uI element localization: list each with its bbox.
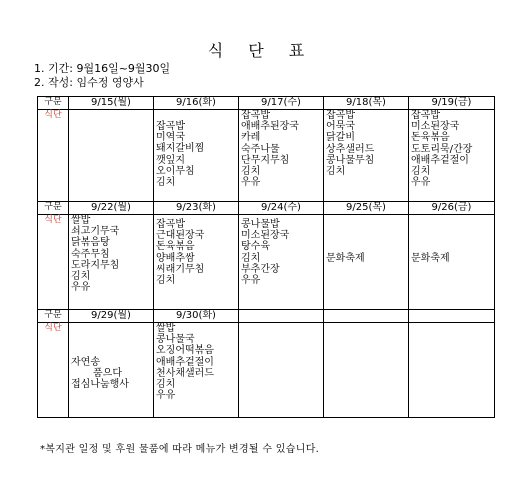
- menu-item: 쌀밥: [71, 215, 91, 226]
- menu-item: 오징어떡볶음: [156, 345, 214, 357]
- menu-item: [326, 219, 406, 230]
- menu-item: 접심나눔행사: [71, 379, 129, 391]
- date-cell: 9/29(월): [69, 310, 154, 323]
- menu-cell: [154, 323, 239, 418]
- menu-item: [326, 241, 406, 252]
- menu-item: 도토리묵/간장: [411, 143, 473, 155]
- menu-cell: [154, 215, 239, 310]
- menu-table: [37, 96, 495, 418]
- date-cell: 9/26(금): [409, 202, 495, 215]
- menu-cell: [69, 110, 154, 202]
- menu-item: 김치: [156, 275, 176, 287]
- date-cell: [239, 310, 324, 323]
- date-cell: 9/23(화): [154, 202, 239, 215]
- menu-item: 부추간장: [241, 263, 280, 275]
- week-1-menu-row: [38, 110, 495, 202]
- date-cell: [409, 310, 495, 323]
- menu-cell: [324, 110, 409, 202]
- menu-item: 우유: [71, 282, 91, 294]
- menu-item: 돼지갈비찜: [156, 143, 205, 155]
- page-title: 식 단 표: [207, 41, 315, 60]
- author-info: 2. 작성: 임수정 영양사: [34, 76, 144, 89]
- menu-item: 콩나물무침: [326, 154, 375, 166]
- menu-item: [71, 334, 151, 345]
- menu-item: 카레: [241, 132, 261, 144]
- menu-item: [411, 230, 492, 241]
- row-label-header: 구분: [38, 97, 69, 110]
- menu-item: 우유: [156, 390, 176, 402]
- menu-item: 미역국: [156, 132, 185, 144]
- date-cell: 9/25(목): [324, 202, 409, 215]
- menu-item: 미소된장국: [411, 121, 460, 133]
- menu-item: 씨래기무침: [156, 263, 205, 275]
- menu-item: 숙주무침: [71, 248, 110, 260]
- menu-item: 잡곡밥: [326, 110, 355, 121]
- menu-item: [411, 219, 492, 230]
- menu-item: 우유: [241, 275, 261, 287]
- menu-item: 쇠고기무국: [71, 226, 120, 238]
- menu-item: 천사채샐러드: [156, 367, 214, 379]
- menu-item: 근대된장국: [156, 230, 205, 242]
- week-1-header-row: [38, 97, 495, 110]
- week-3-menu-row: [38, 323, 495, 418]
- week-2-menu-row: [38, 215, 495, 310]
- row-label-meal: 식단: [38, 110, 69, 202]
- menu-item: 김치: [411, 166, 431, 178]
- date-cell: 9/24(수): [239, 202, 324, 215]
- menu-item: 애배추된장국: [241, 121, 299, 133]
- row-label-meal: 식단: [38, 323, 69, 418]
- menu-item: 김치: [326, 166, 346, 178]
- menu-item: 우유: [241, 177, 261, 189]
- period-info: 1. 기간: 9월16일~9월30일: [34, 62, 171, 75]
- menu-item: 콩나물밥: [241, 219, 280, 230]
- menu-item: 도라지무침: [71, 259, 120, 271]
- row-label-header: 구분: [38, 202, 69, 215]
- menu-item: 깻잎지: [156, 154, 185, 166]
- menu-item: 품으다: [93, 367, 122, 379]
- menu-item: 어묵국: [326, 121, 355, 133]
- menu-item: 단무지무침: [241, 154, 290, 166]
- menu-item: 콩나물국: [156, 334, 195, 346]
- menu-item: 양배추쌈: [156, 252, 195, 264]
- row-label-header: 구분: [38, 310, 69, 323]
- menu-item: [326, 230, 406, 241]
- menu-cell: [409, 110, 495, 202]
- menu-item: 애배추겉절이: [411, 154, 469, 166]
- menu-item: 잡곡밥: [241, 110, 270, 121]
- date-cell: 9/22(월): [69, 202, 154, 215]
- menu-item: 오이무침: [156, 165, 195, 177]
- menu-item: 잡곡밥: [156, 121, 185, 132]
- menu-item: 상추샐러드: [326, 143, 375, 155]
- date-cell: 9/16(화): [154, 97, 239, 110]
- menu-item: 김치: [241, 166, 261, 178]
- footnote: *복지관 일정 및 후원 물품에 따라 메뉴가 변경될 수 있습니다.: [40, 444, 320, 455]
- menu-cell: [239, 110, 324, 202]
- menu-item: 잡곡밥: [156, 219, 185, 230]
- menu-item: 돈육볶음: [411, 132, 450, 144]
- menu-item: 쌀밥: [156, 323, 176, 334]
- menu-item: 김치: [241, 252, 261, 264]
- menu-item: 김치: [156, 177, 176, 189]
- week-2-header-row: [38, 202, 495, 215]
- menu-cell: [324, 323, 409, 418]
- menu-item: 김치: [156, 379, 176, 391]
- menu-item: 미소된장국: [241, 230, 290, 242]
- menu-item: 탕수육: [241, 241, 270, 253]
- date-cell: [324, 310, 409, 323]
- date-cell: 9/17(수): [239, 97, 324, 110]
- menu-item: [71, 323, 151, 334]
- menu-cell: [409, 215, 495, 310]
- menu-cell: [324, 215, 409, 310]
- menu-item: 닭볶음탕: [71, 237, 110, 249]
- menu-item: [411, 241, 492, 252]
- menu-item: 우유: [411, 177, 431, 189]
- menu-item: 김치: [71, 271, 91, 283]
- date-cell: 9/18(목): [324, 97, 409, 110]
- menu-item: [71, 345, 151, 356]
- menu-item: 돈육볶음: [156, 241, 195, 253]
- menu-cell: [409, 323, 495, 418]
- row-label-meal: 식단: [38, 215, 69, 310]
- menu-cell: [239, 323, 324, 418]
- menu-item: 닭갈비: [326, 132, 355, 144]
- menu-cell: [69, 323, 154, 418]
- menu-cell: [69, 215, 154, 310]
- menu-item: 자연송: [71, 356, 100, 368]
- menu-cell: [154, 110, 239, 202]
- date-cell: 9/15(월): [69, 97, 154, 110]
- menu-item: 애배추겉절이: [156, 356, 214, 368]
- week-3-header-row: [38, 310, 495, 323]
- menu-item: 문화축제: [411, 252, 450, 264]
- menu-item: 문화축제: [326, 252, 365, 264]
- date-cell: 9/30(화): [154, 310, 239, 323]
- date-cell: 9/19(금): [409, 97, 495, 110]
- menu-cell: [239, 215, 324, 310]
- menu-item: 숙주나물: [241, 143, 280, 155]
- menu-item: 잡곡밥: [411, 110, 440, 121]
